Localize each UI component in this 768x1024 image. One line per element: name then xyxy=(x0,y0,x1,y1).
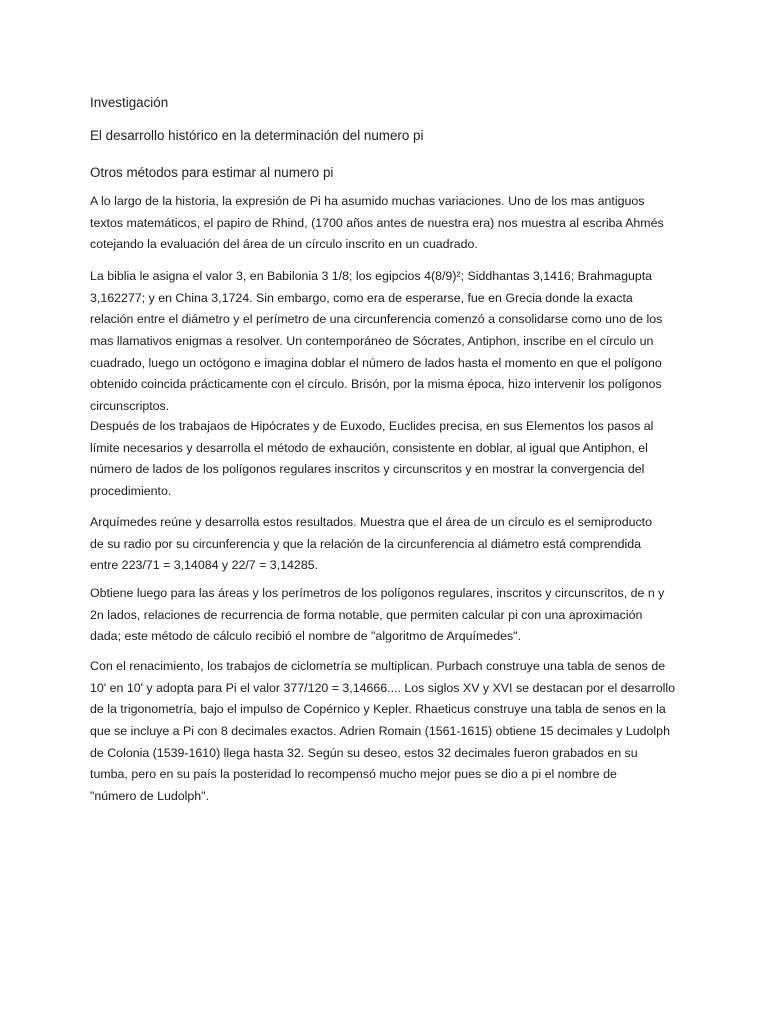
paragraph-line: Arquímedes reúne y desarrolla estos resultados. Muestra que el área de un círculo es el semiproducto xyxy=(90,515,653,529)
paragraph-line: procedimiento. xyxy=(90,484,172,499)
paragraph-2 xyxy=(90,266,682,418)
paragraph-line: dada; este método de cálculo recibió el nombre de "algoritmo de Arquímedes". xyxy=(90,629,522,644)
paragraph-4 xyxy=(90,512,682,577)
paragraph-line: cotejando la evaluación del área de un círculo inscrito en un cuadrado. xyxy=(90,237,478,252)
paragraph-line: mas llamativos enigmas a resolver. Un contemporáneo de Sócrates, Antiphon, inscribe en el círculo un xyxy=(90,334,654,349)
paragraph-line: circunscriptos. xyxy=(90,399,170,414)
paragraph-1 xyxy=(90,191,682,256)
paragraph-line: de su radio por su circunferencia y que la relación de la circunferencia al diámetro está comprendida xyxy=(90,536,641,551)
paragraph-line: límite necesarios y desarrolla el método de exhaución, consistente en doblar, al igual que Antiphon, el xyxy=(90,440,648,455)
paragraph-5 xyxy=(90,583,682,648)
paragraph-line: tumba, pero en su país la posteridad lo recompensó mucho mejor pues se dio a pi el nombre de xyxy=(90,767,617,782)
paragraph-line: Obtiene luego para las áreas y los perímetros de los polígonos regulares, inscritos y circunscritos, de n y xyxy=(90,586,665,600)
paragraph-line: de la trigonometría, bajo el impulso de Copérnico y Kepler. Rhaeticus construye una tabla de senos en la xyxy=(90,702,666,717)
section-heading: Otros métodos para estimar al numero pi xyxy=(90,165,334,180)
paragraph-line: 10' en 10' y adopta para Pi el valor 377/120 = 3,14666.... Los siglos XV y XVI se destacan por el desarrollo xyxy=(90,680,676,695)
paragraph-line: entre 223/71 = 3,14084 y 22/7 = 3,14285. xyxy=(90,558,319,573)
paragraph-line: Después de los trabajaos de Hipócrates y de Euxodo, Euclides precisa, en sus Elementos los pasos al xyxy=(90,419,654,433)
paragraph-line: Con el renacimiento, los trabajos de ciclometría se multiplican. Purbach construye una tabla de senos de xyxy=(90,659,666,673)
paragraph-6 xyxy=(90,656,682,808)
paragraph-line: relación entre el diámetro y el perímetro de una circunferencia comenzó a consolidarse como uno de los xyxy=(90,312,663,327)
paragraph-line: que se incluye a Pi con 8 decimales exactos. Adrien Romain (1561-1615) obtiene 15 decimales y Ludolph xyxy=(90,724,670,739)
document-title: Investigación xyxy=(90,95,169,110)
paragraph-line: cuadrado, luego un octógono e imagina doblar el número de lados hasta el momento en que el polígono xyxy=(90,355,662,370)
paragraph-line: número de lados de los polígonos regulares inscritos y circunscritos y en mostrar la convergencia del xyxy=(90,462,645,477)
paragraph-line: textos matemáticos, el papiro de Rhind, (1700 años antes de nuestra era) nos muestra al escriba Ahmés xyxy=(90,215,664,230)
paragraph-line: de Colonia (1539-1610) llega hasta 32. Según su deseo, estos 32 decimales fueron grabados en su xyxy=(90,745,638,760)
paragraph-line: "número de Ludolph". xyxy=(90,789,210,804)
paragraph-3 xyxy=(90,416,682,503)
document-subtitle: El desarrollo histórico en la determinación del numero pi xyxy=(90,128,424,143)
paragraph-line: La biblia le asigna el valor 3, en Babilonia 3 1/8; los egipcios 4(8/9)²; Siddhantas 3,1416; Brahmagupta xyxy=(90,269,653,283)
paragraph-line: 3,162277; y en China 3,1724. Sin embargo, como era de esperarse, fue en Grecia donde la exacta xyxy=(90,290,633,305)
paragraph-line: 2n lados, relaciones de recurrencia de forma notable, que permiten calcular pi con una aproximación xyxy=(90,607,643,622)
paragraph-line: obtenido coincida prácticamente con el círculo. Brisón, por la misma época, hizo intervenir los polígonos xyxy=(90,377,662,392)
paragraph-line: A lo largo de la historia, la expresión de Pi ha asumido muchas variaciones. Uno de los mas antiguos xyxy=(90,194,645,208)
